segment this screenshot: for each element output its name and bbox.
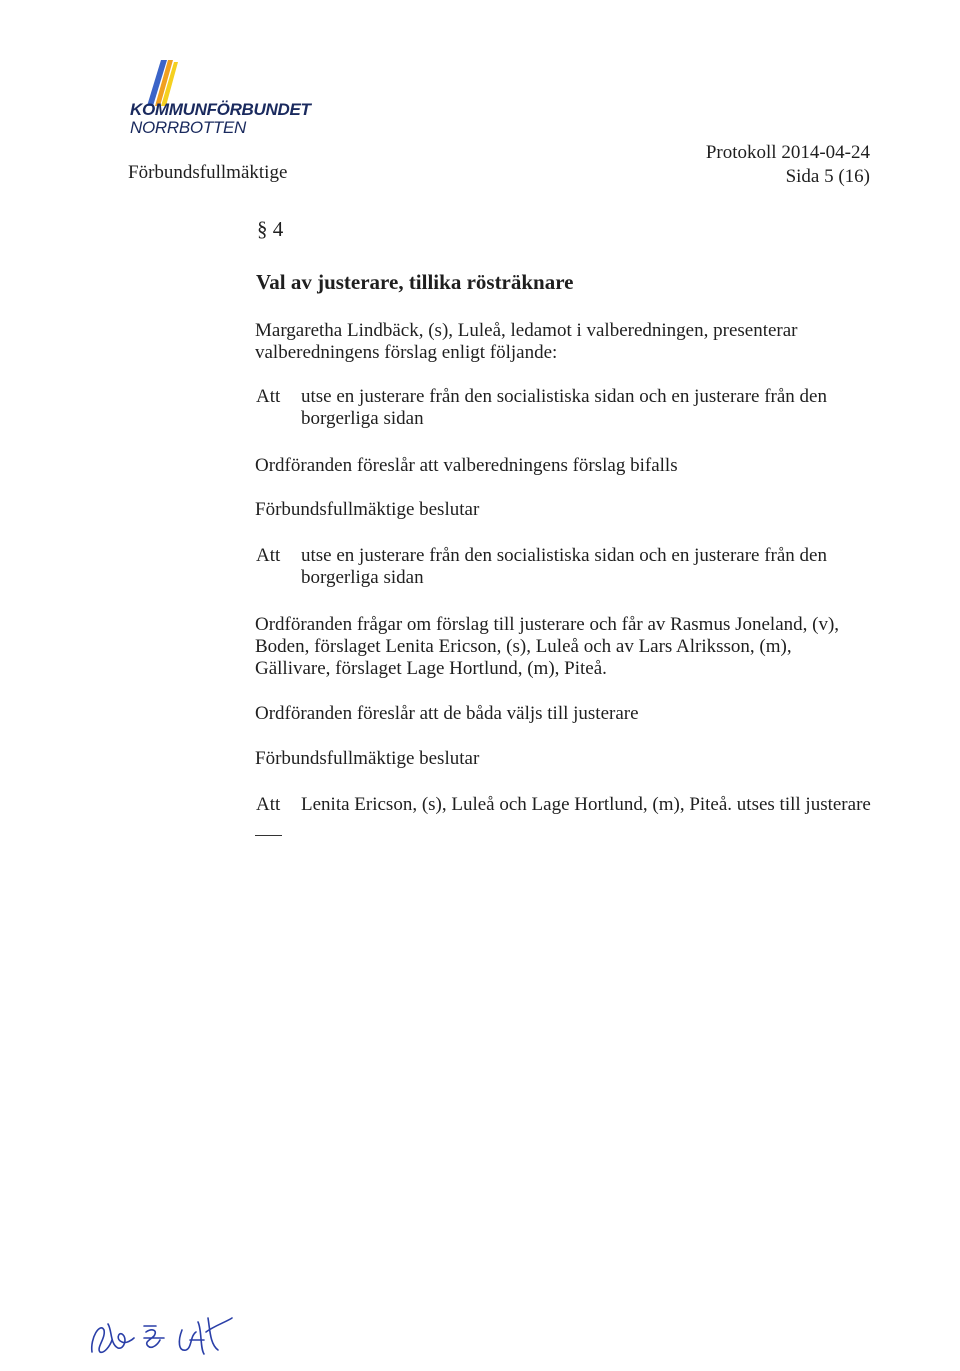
header-protocol-date: Protokoll 2014-04-24: [705, 142, 870, 163]
att1-line1: utse en justerare från den socialistiska sidan och en justerare från den: [301, 386, 827, 407]
section-end-rule: [255, 835, 282, 836]
att3-label: Att: [256, 794, 281, 815]
header-page-number: Sida 5 (16): [785, 166, 870, 187]
att1-line2: borgerliga sidan: [301, 408, 424, 429]
att1-label: Att: [256, 386, 281, 407]
chair-question-line3: Gällivare, förslaget Lage Hortlund, (m), Piteå.: [255, 658, 607, 679]
chair-question-line1: Ordföranden frågar om förslag till justerare och får av Rasmus Joneland, (v),: [255, 614, 840, 635]
decision-1: Förbundsfullmäktige beslutar: [255, 499, 480, 520]
header-body-name: Förbundsfullmäktige: [128, 162, 288, 183]
chair-proposal-1: Ordföranden föreslår att valberedningens förslag bifalls: [255, 455, 678, 476]
chair-proposal-2: Ordföranden föreslår att de båda väljs till justerare: [255, 703, 639, 724]
page-title: Val av justerare, tillika rösträknare: [256, 270, 574, 294]
att3-line1: Lenita Ericson, (s), Luleå och Lage Hortlund, (m), Piteå. utses till justerare: [301, 794, 871, 815]
att2-label: Att: [256, 545, 281, 566]
org-name-line1: KOMMUNFÖRBUNDET: [130, 100, 311, 119]
org-name-line2: NORRBOTTEN: [130, 118, 247, 137]
decision-2: Förbundsfullmäktige beslutar: [255, 748, 480, 769]
att2-line2: borgerliga sidan: [301, 567, 424, 588]
att2-line1: utse en justerare från den socialistiska sidan och en justerare från den: [301, 545, 827, 566]
chair-question-line2: Boden, förslaget Lenita Ericson, (s), Luleå och av Lars Alriksson, (m),: [255, 636, 792, 657]
section-number: § 4: [257, 217, 284, 241]
intro-line1: Margaretha Lindbäck, (s), Luleå, ledamot i valberedningen, presenterar: [255, 320, 798, 341]
handwritten-signatures: [86, 1300, 246, 1360]
intro-line2: valberedningens förslag enligt följande:: [255, 342, 558, 363]
